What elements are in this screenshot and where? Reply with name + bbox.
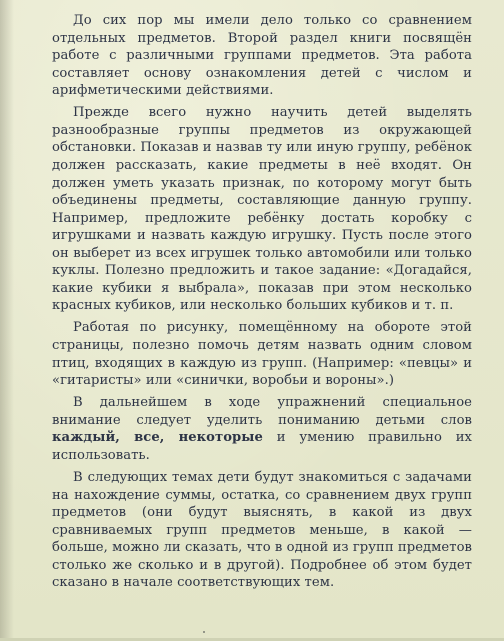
paragraph-3 — [52, 319, 472, 389]
paragraph-4 — [52, 394, 472, 464]
paragraph-2-text: Прежде всего нужно научить детей выделять разнообразные группы предметов из окружающей обстановки. Показав и назвав ту или иную группу, ребёнок должен рассказать, какие предметы в неё входят. Он должен уметь указать признак, по которому могут быть объединены предметы, составляющие данную группу. Например, предложите ребёнку достать коробку с игрушками и назвать каждую игрушку. Пусть после этого он выберет из всех игрушек только автомобили или только куклы. Полезно предложить и такое задание: «Догадайся, какие кубики я выбрала», показав при этом несколько красных кубиков, или несколько больших кубиков и т. п. — [52, 105, 472, 314]
paragraph-3-text: Работая по рисунку, помещённому на обороте этой страницы, полезно помочь детям назвать одним словом птиц, входящих в каждую из групп. (Например: «певцы» и «гитаристы» или «синички, воробьи и вороны».) — [52, 320, 472, 389]
paragraph-4-text-end: и умению правильно их использовать. — [52, 430, 472, 463]
paragraph-4-text-start: В дальнейшем в ходе упражнений специальное внимание следует уделить пониманию детьми слов — [52, 395, 472, 428]
paragraph-5-text: В следующих темах дети будут знакомиться с задачами на нахождение суммы, остатка, со сравнением двух групп предметов (они будут выяснять, в какой из двух сравниваемых групп предметов меньше, в какой — больше, можно ли сказать, что в одной из групп предметов столько же сколько и в другой). Подробнее об этом будет сказано в начале соответствующих тем. — [52, 470, 472, 591]
paragraph-1 — [52, 12, 472, 100]
page-text — [52, 12, 472, 596]
paragraph-1-text: До сих пор мы имели дело только со сравнением отдельных предметов. Второй раздел книги посвящён работе с различными группами предметов. Эта работа составляет основу ознакомления детей с числом и арифметическими действиями. — [52, 13, 472, 99]
paragraph-4-key-words: каждый, все, некоторые — [52, 430, 263, 446]
paragraph-2 — [52, 104, 472, 315]
paragraph-5 — [52, 469, 472, 592]
print-speck — [203, 631, 205, 633]
page-binding-shadow — [0, 0, 14, 641]
